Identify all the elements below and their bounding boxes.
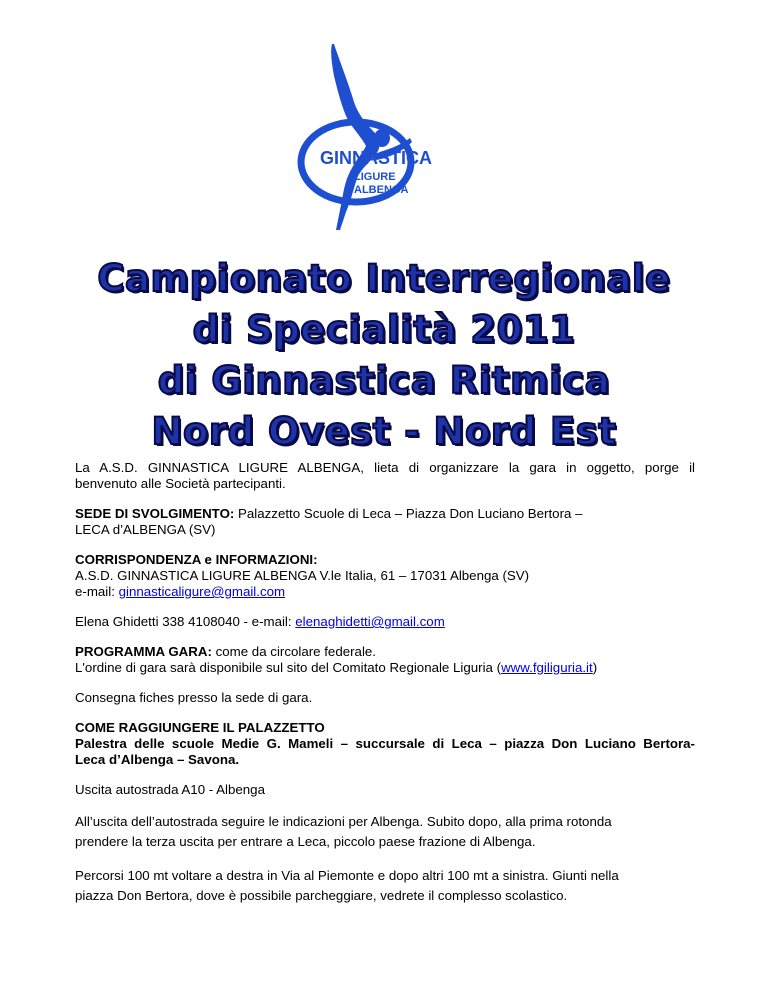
ginnastica-email-link[interactable]: ginnasticaligure@gmail.com — [118, 584, 286, 599]
uscita-paragraph: Uscita autostrada A10 - Albenga — [75, 782, 265, 797]
ginnastica-ligure-logo — [296, 42, 446, 232]
title-line-4: Nord Ovest - Nord Est — [151, 410, 617, 453]
programma-paragraph — [75, 644, 695, 676]
fgiliguria-link[interactable]: www.fgiliguria.it — [501, 660, 593, 675]
corrispondenza-label: CORRISPONDENZA e INFORMAZIONI: — [75, 552, 318, 567]
gymnast-logo-graphic — [296, 42, 446, 232]
sede-text-2: LECA d’ALBENGA (SV) — [75, 522, 216, 537]
sede-paragraph — [75, 506, 695, 538]
corrispondenza-email-prefix: e-mail: — [75, 584, 119, 599]
elena-email-link[interactable]: elenaghidetti@gmail.com — [295, 614, 445, 629]
come-line-1: Palestra delle scuole Medie G. Mameli – succursale di Leca – piazza Don Luciano Bertora- — [75, 736, 695, 751]
title-line-3: di Ginnastica Ritmica — [157, 359, 611, 402]
percorsi-line-2: piazza Don Bertora, dove è possibile parcheggiare, vedrete il complesso scolastico. — [75, 888, 568, 903]
logo-text-ligure: LIGURE — [354, 171, 396, 183]
corrispondenza-address: A.S.D. GINNASTICA LIGURE ALBENGA V.le Italia, 61 – 17031 Albenga (SV) — [75, 568, 530, 583]
programma-text: come da circolare federale. — [211, 644, 376, 659]
contatto-text: Elena Ghidetti 338 4108040 - e-mail: — [75, 614, 296, 629]
intro-paragraph — [75, 460, 695, 492]
sede-label: SEDE DI SVOLGIMENTO: — [75, 506, 235, 521]
intro-line-1: La A.S.D. GINNASTICA LIGURE ALBENGA, lieta di organizzare la gara in oggetto, porge il — [75, 460, 695, 475]
title-line-1: Campionato Interregionale — [97, 257, 671, 300]
indicazioni-line-1: All’uscita dell’autostrada seguire le indicazioni per Albenga. Subito dopo, alla prima rotonda — [75, 814, 612, 829]
come-raggiungere-paragraph — [75, 720, 695, 768]
corrispondenza-paragraph — [75, 552, 695, 600]
indicazioni-line-2: prendere la terza uscita per entrare a Leca, piccolo paese frazione di Albenga. — [75, 834, 536, 849]
programma-line-2-suffix: ) — [592, 660, 598, 675]
sede-text-1: Palazzetto Scuole di Leca – Piazza Don Luciano Bertora – — [234, 506, 583, 521]
logo-text-albenga: ALBENGA — [354, 184, 409, 196]
programma-line-2-prefix: L'ordine di gara sarà disponibile sul sito del Comitato Regionale Liguria ( — [75, 660, 502, 675]
programma-label: PROGRAMMA GARA: — [75, 644, 212, 659]
document-body — [75, 460, 695, 920]
consegna-paragraph: Consegna fiches presso la sede di gara. — [75, 690, 313, 705]
intro-line-2: benvenuto alle Società partecipanti. — [75, 476, 286, 491]
indicazioni-paragraph — [75, 812, 695, 852]
percorsi-line-1: Percorsi 100 mt voltare a destra in Via al Piemonte e dopo altri 100 mt a sinistra. Giunti nella — [75, 868, 619, 883]
logo-text-ginnastica: GINNASTICA — [320, 148, 432, 168]
come-heading: COME RAGGIUNGERE IL PALAZZETTO — [75, 720, 325, 735]
event-title — [0, 253, 768, 457]
come-line-2: Leca d’Albenga – Savona. — [75, 752, 240, 767]
contatto-paragraph — [75, 614, 695, 630]
percorsi-paragraph — [75, 866, 695, 906]
title-line-2: di Specialità 2011 — [192, 308, 576, 351]
